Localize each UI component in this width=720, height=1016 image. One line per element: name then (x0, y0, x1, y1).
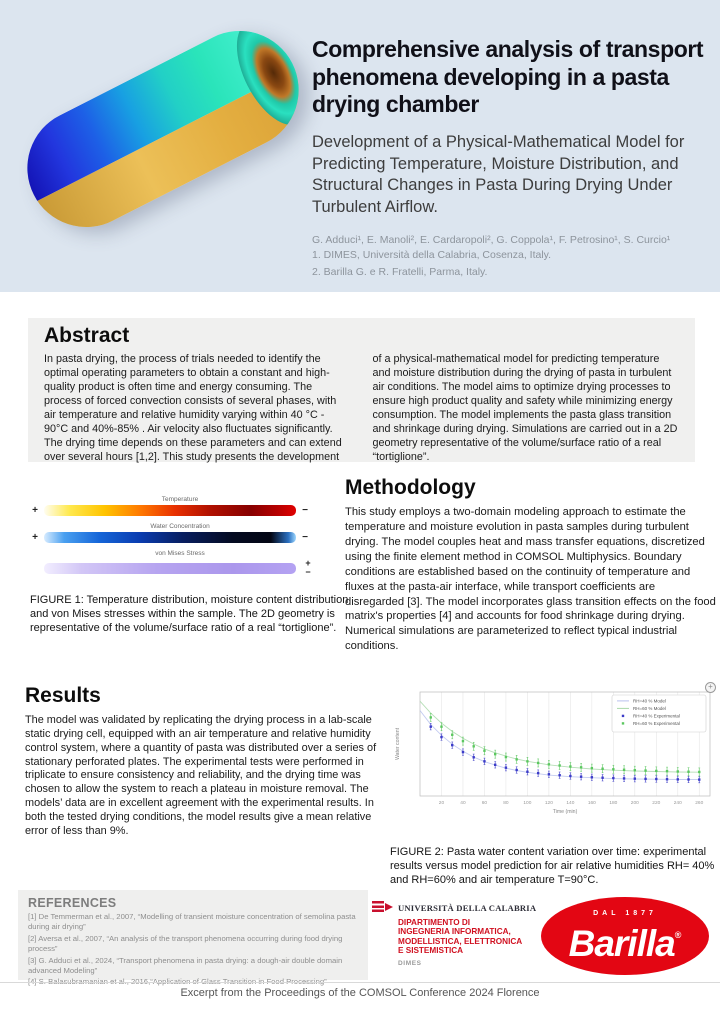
expand-icon[interactable]: + (705, 682, 716, 693)
references-section (18, 890, 368, 987)
water-content-chart (390, 684, 720, 837)
unical-dept-line: INGEGNERIA INFORMATICA, (398, 927, 511, 937)
affiliation-1: 1. DIMES, Università della Calabria, Cosenza, Italy. (312, 248, 552, 261)
svg-text:RH=40 % Model: RH=40 % Model (633, 698, 666, 704)
svg-text:20: 20 (438, 801, 445, 806)
reference-item: [4] S. Balasubramanian et al., 2016,“Application of Glass Transition in Food Processing” (28, 977, 327, 987)
von-mises-colorbar-group (30, 550, 348, 577)
abstract-column-2: of a physical-mathematical model for predicting temperature and moisture distribution during the drying of pasta in turbulent air conditions. The model aims to optimize drying processes to ensure high product quality and safety while minimizing energy consumption. The model implements the pasta glass transition and shrinkage during drying. Simulations are carried out in a 2D geometry representative of the volume/surface ratio of a real “tortiglione”. (372, 353, 678, 464)
svg-text:RH=40 % Experimental: RH=40 % Experimental (633, 713, 680, 719)
footer-divider (0, 982, 720, 983)
results-body: The model was validated by replicating the drying process in a lab-scale static drying cell, equipped with an air temperature and relative humidity control system, where a quantity of pasta was distributed over a series of stationary perforated plates. The experimental tests were performed in triplicate to ensure consistency and reliability, and the drying time was chosen to allow the system to reach a plateau in moisture removal. The models’ data are in excellent agreement with the experimental results. In both the tested drying conditions, the model results give a mean relative error of less than 9%. (25, 714, 377, 837)
barilla-wordmark: Barilla® (568, 923, 682, 964)
svg-text:240: 240 (673, 801, 682, 806)
svg-text:RH=60 % Experimental: RH=60 % Experimental (633, 721, 680, 726)
temperature-colorbar-label: Temperature (161, 496, 199, 503)
barilla-dal-label: DAL 1877 (593, 910, 657, 917)
svg-text:120: 120 (544, 801, 553, 806)
svg-text:160: 160 (587, 801, 596, 806)
figure-2 (390, 684, 720, 888)
unical-dept-line: DIPARTIMENTO DI (398, 918, 471, 927)
unical-dept-line: E SISTEMISTICA (398, 946, 464, 956)
header-band (0, 0, 720, 292)
svg-text:40: 40 (460, 801, 466, 806)
affiliation-2: 2. Barilla G. e R. Fratelli, Parma, Italy. (312, 265, 488, 278)
svg-text:RH=60 % Model: RH=60 % Model (633, 706, 666, 711)
abstract-columns (44, 352, 679, 464)
temperature-colorbar (44, 505, 296, 516)
water-concentration-colorbar-label: Water Concentration (150, 523, 210, 530)
unical-department (398, 918, 540, 956)
svg-text:200: 200 (630, 801, 639, 806)
footer-text: Excerpt from the Proceedings of the COMSOL Conference 2024 Florence (180, 987, 540, 999)
temperature-colorbar-group (30, 496, 348, 516)
methodology-heading: Methodology (345, 476, 476, 499)
svg-text:220: 220 (652, 801, 661, 806)
pasta-tube (7, 11, 319, 248)
methodology-body: This study employs a two-domain modeling approach to estimate the temperature and moisture evolution in pasta samples during turbulent drying. The model couples heat and mass transfer equations, discretized using the finite element method in COMSOL Multiphysics. Boundary conditions are established based on the continuity of temperature and fluxes at the pasta-air interface, while transport coefficients are disregarded [3]. The model incorporates glass transition effects on the food matrix's properties [4] and accounts for food shrinkage during drying. Numerical simulations are parameterized to reflect typical industrial conditions. (345, 506, 716, 653)
minus-sign: − (305, 567, 311, 577)
results-heading: Results (25, 684, 101, 707)
results-section (25, 684, 383, 838)
plus-sign: + (32, 531, 38, 543)
pasta-simulation-image (0, 0, 305, 290)
unical-name: UNIVERSITÀ DELLA CALABRIA (398, 902, 537, 913)
figure-1-caption: FIGURE 1: Temperature distribution, moisture content distribution and von Mises stresses within the sample. The 2D geometry is representative of the volume/surface ratio of a real “tortiglione”. (30, 594, 349, 635)
abstract-column-1: In pasta drying, the process of trials needed to identify the optimal operating parameters to obtain a constant and high-quality product is often time and energy consuming. The process of forced convection consists of several phases, with air temperature and relative humidity varying within 40 °C - 90°C and 40%-85% . Air velocity also fluctuates significantly. The drying time depends on these parameters and can extend over several hours [1,2]. This study presents the development (44, 353, 342, 464)
authors-line: G. Adduci¹, E. Manoli², E. Cardaropoli², G. Coppola¹, F. Petrosino¹, S. Curcio¹ (312, 233, 671, 246)
header-text-block (312, 36, 710, 279)
svg-text:Water content: Water content (395, 727, 401, 761)
references-heading: REFERENCES (28, 896, 117, 910)
reference-item: [1] De Temmerman et al., 2007, “Modelling of transient moisture concentration of semolina pasta during air drying” (28, 912, 356, 932)
unical-flag-icon (372, 901, 394, 914)
unical-dept-line: MODELLISTICA, ELETTRONICA (398, 936, 523, 946)
plus-sign: + (32, 504, 38, 516)
von-mises-colorbar-label: von Mises Stress (155, 550, 205, 557)
reference-item: [2] Aversa et al., 2007, “An analysis of the transport phenomena occurring during food drying process” (28, 933, 343, 954)
poster-subtitle: Development of a Physical-Mathematical Model for Predicting Temperature, Moisture Distribution, and Structural Changes in Pasta During Drying Under Turbulent Airflow. (312, 132, 685, 217)
barilla-logo (541, 897, 709, 975)
figure-1 (30, 496, 348, 636)
svg-text:60: 60 (481, 801, 488, 806)
reference-item: [3] G. Adduci et al., 2024, “Transport phenomena in pasta drying: a dough-air double domain advanced Modeling” (28, 955, 343, 976)
poster-title: Comprehensive analysis of transport phenomena developing in a pasta drying chamber (312, 36, 704, 118)
abstract-heading: Abstract (44, 324, 130, 347)
von-mises-colorbar (44, 563, 296, 574)
registered-mark: ® (674, 930, 682, 940)
water-concentration-colorbar (44, 532, 296, 543)
unical-logo (372, 901, 540, 967)
svg-text:140: 140 (566, 801, 575, 806)
abstract-section (28, 318, 695, 462)
plus-sign: + (305, 558, 311, 568)
svg-text:180: 180 (609, 801, 618, 806)
svg-text:Time (min): Time (min) (552, 809, 578, 815)
methodology-section (345, 476, 717, 654)
water-concentration-colorbar-group (30, 523, 348, 543)
svg-text:260: 260 (695, 801, 704, 806)
minus-sign: − (302, 504, 308, 516)
dimes-label: DIMES (398, 959, 422, 967)
svg-text:100: 100 (523, 801, 532, 806)
figure-2-caption: FIGURE 2: Pasta water content variation over time: experimental results versus model prediction for air relative humidities RH= 40% and RH=60% and air temperature T=90°C. (390, 846, 715, 887)
svg-text:80: 80 (503, 801, 509, 806)
minus-sign: − (302, 531, 308, 543)
